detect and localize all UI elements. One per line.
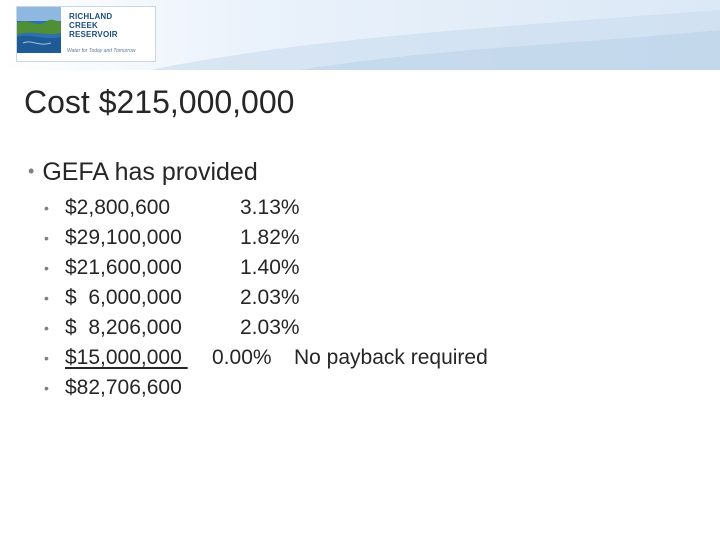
slide-title: Cost $215,000,000 [24, 84, 295, 120]
amount: $ 6,000,000 [65, 286, 182, 309]
logo-name-line-2: CREEK [69, 21, 99, 30]
amount: $15,000,000 [65, 346, 188, 369]
bullet-icon: • [28, 161, 35, 181]
bullet-icon: • [44, 230, 49, 246]
bullet-icon: • [44, 290, 49, 306]
rate: 1.82% [240, 226, 300, 249]
main-bullet-text: GEFA has provided [42, 158, 258, 186]
rate: 0.00% [212, 346, 272, 369]
main-bullet [28, 158, 258, 187]
reservoir-photo-icon [17, 7, 61, 53]
logo [16, 6, 156, 62]
logo-name-line-1: RICHLAND [69, 12, 113, 21]
rate: 2.03% [240, 316, 300, 339]
bullet-icon: • [44, 260, 49, 276]
note: No payback required [294, 346, 488, 369]
rate: 2.03% [240, 286, 300, 309]
header-band [0, 0, 720, 70]
bullet-icon: • [44, 350, 49, 366]
amount: $29,100,000 [65, 226, 182, 249]
logo-url: www.RCReservoir.com [23, 53, 59, 57]
bullet-icon: • [44, 200, 49, 216]
rate: 1.40% [240, 256, 300, 279]
rate: 3.13% [240, 196, 300, 219]
bullet-icon: • [44, 380, 49, 396]
logo-tagline: Water for Today and Tomorrow [67, 48, 136, 54]
logo-name [69, 12, 153, 39]
bullet-icon: • [44, 320, 49, 336]
amount: $ 8,206,000 [65, 316, 182, 339]
amount-total: $82,706,600 [65, 376, 182, 399]
amount: $2,800,600 [65, 196, 171, 219]
logo-name-line-3: RESERVOIR [69, 30, 118, 39]
amount: $21,600,000 [65, 256, 182, 279]
